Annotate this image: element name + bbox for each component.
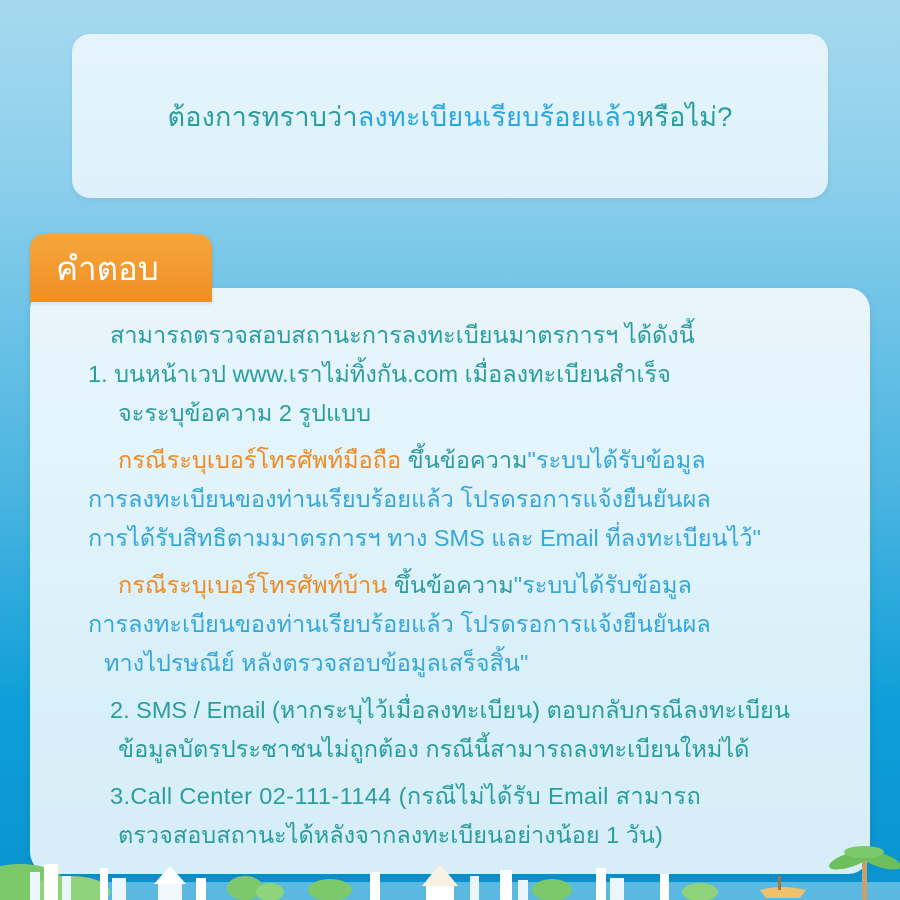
case-1-quote-line-1: "ระบบได้รับข้อมูล [527, 447, 706, 473]
spacer-2 [88, 558, 878, 566]
answer-intro: สามารถตรวจสอบสถานะการลงทะเบียนมาตรการฯ ได้ดังนี้ [110, 322, 695, 348]
question-part-3: หรือไม่? [636, 101, 733, 132]
case-1-label: กรณีระบุเบอร์โทรศัพท์มือถือ [118, 447, 402, 473]
answer-item-2-number: 2. [110, 697, 130, 723]
case-2-heading [88, 566, 878, 605]
case-1-quote-line-2: การลงทะเบียนของท่านเรียบร้อยแล้ว โปรดรอการแจ้งยืนยันผล [88, 486, 711, 512]
question-text [72, 34, 828, 198]
answer-item-1-text-1: บนหน้าเวป www.เราไม่ทิ้งกัน.com เมื่อลงทะเบียนสำเร็จ [114, 361, 671, 387]
answer-card [30, 288, 870, 874]
answer-item-2-line-2: ข้อมูลบัตรประชาชนไม่ถูกต้อง กรณีนี้สามารถลงทะเบียนใหม่ได้ [118, 736, 750, 762]
answer-item-3-line-2: ตรวจสอบสถานะได้หลังจากลงทะเบียนอย่างน้อย 1 วัน) [118, 822, 663, 848]
case-1-quote-line-3: การได้รับสิทธิตามมาตรการฯ ทาง SMS และ Email ที่ลงทะเบียนไว้" [88, 525, 761, 551]
answer-item-1-number: 1. [88, 361, 108, 387]
question-card [72, 34, 828, 198]
answer-tab-label [30, 234, 212, 302]
answer-body [88, 316, 878, 855]
answer-tab-text: คำตอบ [56, 249, 159, 287]
case-1-heading [88, 441, 878, 480]
spacer-3 [88, 683, 878, 691]
question-part-1: ต้องการทราบว่า [167, 101, 358, 132]
answer-item-1-line-1 [88, 355, 878, 394]
case-2-label: กรณีระบุเบอร์โทรศัพท์บ้าน [118, 572, 388, 598]
case-2-quote-line-2: การลงทะเบียนของท่านเรียบร้อยแล้ว โปรดรอการแจ้งยืนยันผล [88, 611, 711, 637]
case-2-quote-line-3: ทางไปรษณีย์ หลังตรวจสอบข้อมูลเสร็จสิ้น" [104, 650, 529, 676]
spacer-1 [88, 433, 878, 441]
question-part-2: ลงทะเบียนเรียบร้อยแล้ว [357, 101, 637, 132]
answer-item-3-line-1 [88, 777, 878, 816]
answer-item-3-text-1: Call Center 02-111-1144 (กรณีไม่ได้รับ Email สามารถ [130, 783, 702, 809]
answer-item-3-number: 3. [110, 783, 131, 809]
case-2-quote-line-1: "ระบบได้รับข้อมูล [513, 572, 692, 598]
case-2-lead: ขึ้นข้อความ [393, 572, 514, 598]
answer-item-2-line-1 [88, 691, 878, 730]
spacer-4 [88, 769, 878, 777]
answer-item-1-line-2: จะระบุข้อความ 2 รูปแบบ [118, 400, 371, 426]
case-1-lead: ขึ้นข้อความ [407, 447, 528, 473]
answer-item-2-text-1: SMS / Email (หากระบุไว้เมื่อลงทะเบียน) ตอบกลับกรณีลงทะเบียน [136, 697, 790, 723]
